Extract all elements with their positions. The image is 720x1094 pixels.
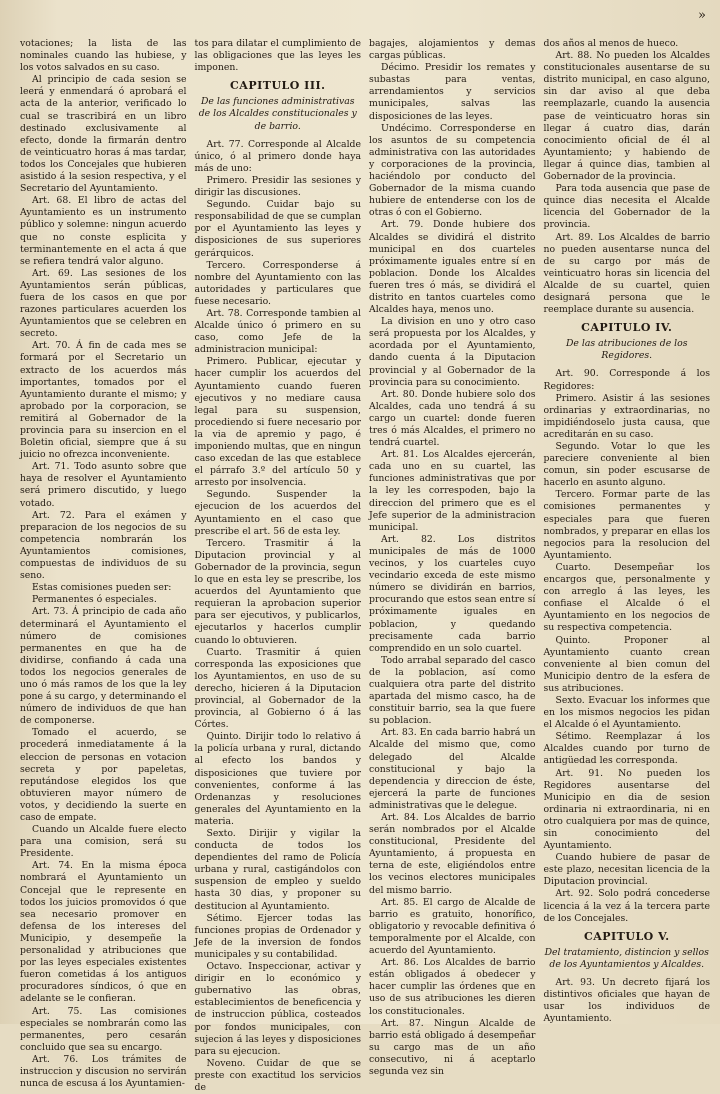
article-paragraph: Todo arrabal separado del casco de la poblacion, así como cualquiera otra parte del distrito apartada del mismo casco, ha de constituir barrio, sea la que fuere su poblacion.: [369, 654, 536, 727]
article-paragraph: votaciones; la lista de las nominales cuando las hubiese, y los votos salvados en su caso.: [20, 38, 187, 74]
article-paragraph: Al principio de cada sesion se leerá y enmendará ó aprobará el acta de la anterior, verificado lo cual se trascribirá en un libro destinado exclusivamente al efecto, donde la firmarán dentro de veinticuatro horas á mas tardar, todos los Concejales que hubieren asistido á la sesion respectiva, y el Secretario del Ayuntamiento.: [20, 74, 187, 195]
article-paragraph: Quinto. Dirijir todo lo relativo á la policía urbana y rural, dictando al efecto los bandos y disposiciones que tuviere por convenientes, conforme á las Ordenanzas y resoluciones generales del Ayuntamiento en la materia.: [194, 731, 361, 827]
article-paragraph: Art. 86. Los Alcaldes de barrio están obligados á obedecer y hacer cumplir las órdenes que en uso de sus atribuciones les dieren los constitucionales.: [369, 957, 536, 1017]
article-paragraph: Cuando hubiere de pasar de este plazo, necesitan licencia de la Diputacion provincial.: [543, 852, 710, 888]
article-paragraph: Segundo. Votar lo que les pareciere conveniente al bien comun, sin poder escusarse de hacerlo en asunto alguno.: [543, 441, 710, 489]
article-paragraph: Para toda ausencia que pase de quince dias necesita el Alcalde licencia del Gobernador de la provincia.: [543, 183, 710, 231]
article-paragraph: Tercero. Formar parte de las comisiones permanentes y especiales para que fueren nombrados, y preparar en ellas los negocios para la resolucion del Ayuntamiento.: [543, 489, 710, 561]
article-paragraph: tos para dilatar el cumplimiento de las obligaciones que las leyes les imponen.: [194, 38, 361, 74]
article-paragraph: Art. 76. Los trámites de instruccion y discusion no servirán nunca de escusa á los Ayuntamien-: [20, 1053, 187, 1090]
article-paragraph: Tomado el acuerdo, se procederá inmediatamente á la eleccion de personas en votacion secreta y por papeletas, reputándose elegidos los que obtuvieren mayor número de votos, y decidiendo la suerte en caso de empate.: [20, 727, 187, 823]
article-paragraph: La division en uno y otro caso será propuesta por los Alcaldes, y acordada por el Ayuntamiento, dando cuenta á la Diputacion provincial y al Gobernador de la provincia para su conocimiento.: [369, 316, 536, 388]
article-paragraph: Art. 74. En la misma época nombrará el Ayuntamiento un Concejal que le represente en todos los juicios promovidos ó que sea necesario promover en defensa de los intereses del Municipio, y desempeñe la personalidad y atribuciones que por las leyes especiales existentes fueron cometidas á los antiguos procuradores síndicos, ó que en adelante se le confieran.: [20, 860, 187, 1005]
article-paragraph: Art. 84. Los Alcaldes de barrio serán nombrados por el Alcalde constitucional, Presidente del Ayuntamiento, á propuesta en terna de este, eligiéndolos entre los vecinos electores municipales del mismo barrio.: [369, 812, 536, 896]
column-2: [194, 38, 362, 1093]
article-paragraph: Art. 81. Los Alcaldes ejercerán, cada uno en su cuartel, las funciones administrativas que por la ley les correspoden, bajo la direccion del primero que es el Jefe superior de la administracion municipal.: [369, 449, 536, 533]
article-paragraph: Cuando un Alcalde fuere electo para una comision, será su Presidente.: [20, 824, 187, 860]
article-paragraph: Tercero. Corresponderse á nombre del Ayuntamiento con las autoridades y particulares que fuese necesario.: [194, 259, 361, 307]
article-paragraph: Quinto. Proponer al Ayuntamiento cuanto crean conveniente al bien comun del Municipio dentro de la esfera de sus atribuciones.: [543, 634, 710, 694]
article-paragraph: Art. 89. Los Alcaldes de barrio no pueden ausentarse nunca del de su cargo por más de veinticuatro horas sin licencia del Alcalde de su cuartel, quien designará persona que le reemplace durante su ausencia.: [543, 231, 710, 316]
article-paragraph: Art. 83. En cada barrio habrá un Alcalde del mismo que, como delegado del Alcalde constitucional y bajo la dependencia y direccion de éste, ejercerá la parte de funciones administrativas que le delegue.: [369, 727, 536, 811]
article-paragraph: Art. 69. Las sesiones de los Ayuntamientos serán públicas, fuera de los casos en que por razones particulares acuerden los Ayuntamientos que se celebren en secreto.: [20, 267, 187, 340]
article-paragraph: Art. 90. Corresponde á los Regidores:: [543, 368, 710, 392]
article-paragraph: Segundo. Suspender la ejecucion de los acuerdos del Ayuntamiento en el caso que prescribe el art. 56 de esta ley.: [194, 489, 361, 537]
article-paragraph: Art. 78. Corresponde tambien al Alcalde único ó primero en su caso, como Jefe de la administracion municipal:: [194, 307, 361, 356]
column-3: [369, 38, 536, 1077]
chapter-heading: CAPITULO IV.: [581, 321, 673, 335]
article-paragraph: Art. 88. No pueden los Alcaldes constitucionales ausentarse de su distrito municipal, en caso alguno, sin dar aviso al que deba reemplazarle, cuando la ausencia pase de veinticuatro horas sin llegar á cuatro dias, darán conocimiento oficial de él al Ayuntamiento; y habiendo de llegar á quince dias, tambien al Gobernador de la provincia.: [543, 50, 710, 183]
chapter-heading: CAPITULO V.: [583, 929, 670, 943]
chapter-subtitle: Del tratamiento, distincion y sellos de los Ayuntamientos y Alcaldes.: [544, 946, 709, 970]
article-paragraph: Art. 71. Todo asunto sobre que haya de resolver el Ayuntamiento será primero discutido, y luego votado.: [20, 461, 187, 509]
article-paragraph: Art. 75. Las comisiones especiales se nombrarán como las permanentes, pero cesarán concluido que sea su encargo.: [20, 1005, 187, 1053]
article-paragraph: Sexto. Evacuar los informes que en los mismos negocios les pidan el Alcalde ó el Ayuntamiento.: [543, 694, 710, 731]
page-mark: »: [698, 8, 706, 23]
article-paragraph: Art. 77. Corresponde al Alcalde único, ó al primero donde haya más de uno:: [194, 138, 361, 174]
article-paragraph: Sétimo. Ejercer todas las funciones propias de Ordenador y Jefe de la inversion de fondos municipales y su contabilidad.: [194, 912, 361, 960]
article-paragraph: Cuarto. Trasmitir á quien corresponda las exposiciones que los Ayuntamientos, en uso de su derecho, hicieren á la Diputacion provincial, al Gobernador de la provincia, al Gobierno ó á las Córtes.: [194, 646, 361, 731]
article-paragraph: Art. 93. Un decreto fijará los distintivos oficiales que hayan de usar los individuos de Ayuntamiento.: [543, 977, 710, 1025]
article-paragraph: Octavo. Inspeccionar, activar y dirigir en lo económico y gubernativo las obras, establecimientos de beneficencia y de instruccion pública, costeados por fondos municipales, con sujecion á las leyes y disposiciones para su ejecucion.: [194, 961, 361, 1057]
article-paragraph: Tercero. Trasmitir á la Diputacion provincial y al Gobernador de la provincia, segun lo que en esta ley se prescribe, los acuerdos del Ayuntamiento que requieran la aprobacion superior para ser ejecutivos, y publicarlos, ejecutarlos y hacerlos cumplir cuando lo obtuvieren.: [194, 537, 361, 646]
article-paragraph: Art. 82. Los distritos municipales de más de 1000 vecinos, y los cuarteles cuyo vecindario exceda de este mismo número se dividirán en barrios, procurando que estos sean entre sí próximamente iguales en poblacion, y quedando precisamente cada barrio comprendido en un solo cuartel.: [369, 533, 536, 654]
chapter-subtitle: De las atribuciones de los Regidores.: [565, 338, 688, 362]
article-paragraph: Art. 70. Á fin de cada mes se formará por el Secretario un extracto de los acuerdos más importantes, tomados por el Ayuntamiento durante el mismo; y aprobado por la corporacion, se remitirá al Gobernador de la provincia para su insercion en el Boletin oficial, siempre que á su juicio no ofrezca inconveniente.: [20, 340, 187, 461]
article-paragraph: bagajes, alojamientos y demas cargas públicas.: [369, 38, 536, 62]
article-paragraph: dos años al menos de hueco.: [543, 38, 679, 49]
article-paragraph: Primero. Asistir á las sesiones ordinarias y extraordinarias, no impidiéndoselo justa causa, que acreditarán en su caso.: [543, 392, 710, 440]
chapter-subtitle: De las funciones administrativas de los Alcaldes constitucionales y de barrio.: [198, 96, 357, 132]
article-paragraph: Primero. Publicar, ejecutar y hacer cumplir los acuerdos del Ayuntamiento cuando fueren ejecutivos y no mediare causa legal para su suspension, procediendo si fuere necesario por la via de apremio y pago, é imponiendo multas, que en ningun caso excedan de las que establece el párrafo 3.º del artículo 50 y arresto por insolvencia.: [194, 356, 361, 489]
article-paragraph: Sexto. Dirijir y vigilar la conducta de todos los dependientes del ramo de Policía urbana y rural, castigándolos con suspension de empleo y sueldo hasta 30 dias, y proponer su destitucion al Ayuntamiento.: [194, 828, 361, 912]
article-paragraph: Sétimo. Reemplazar á los Alcaldes cuando por turno de antigüedad les corresponda.: [543, 731, 710, 767]
article-paragraph: Art. 73. Á principio de cada año determinará el Ayuntamiento el número de comisiones permanentes en que ha de dividirse, confiando á cada una todos los negocios generales de uno ó más ramos de los que la ley pone á su cargo, y determinando el número de individuos de que han de componerse.: [20, 606, 187, 727]
article-paragraph: Cuarto. Desempeñar los encargos que, personalmente y con arreglo á las leyes, les confiase el Alcalde ó el Ayuntamiento en los negocios de su respectiva competencia.: [543, 561, 710, 634]
article-paragraph: Art. 85. El cargo de Alcalde de barrio es gratuito, honorífico, obligatorio y revocable definitiva ó temporalmente por el Alcalde, con acuerdo del Ayuntamiento.: [369, 896, 536, 957]
article-paragraph: Art. 72. Para el exámen y preparacion de los negocios de su competencia nombrarán los Ayuntamientos comisiones, compuestas de individuos de su seno.: [20, 509, 187, 582]
column-1: [20, 38, 187, 1090]
article-paragraph: Art. 80. Donde hubiere solo dos Alcaldes, cada uno tendrá á su cargo un cuartel: donde fueren tres ó más Alcaldes, el primero no tendrá cuartel.: [369, 388, 536, 449]
article-paragraph: Art. 92. Solo podrá concederse licencia á la vez á la tercera parte de los Concejales.: [543, 888, 710, 924]
article-paragraph: Art. 91. No pueden los Regidores ausentarse del Municipio en dia de sesion ordinaria ni extraordinaria, ni en otro cualquiera por mas de quince, sin conocimiento del Ayuntamiento.: [543, 767, 710, 852]
article-paragraph: Art. 87. Ningun Alcalde de barrio está obligado á desempeñar su cargo mas de un año consecutivo, ni á aceptarlo segunda vez sin: [369, 1017, 536, 1077]
chapter-heading: CAPITULO III.: [230, 79, 326, 93]
article-paragraph: Permanentes ó especiales.: [32, 594, 157, 606]
article-paragraph: Segundo. Cuidar bajo su responsabilidad de que se cumplan por el Ayuntamiento las leyes y disposiciones de sus superiores gerárquicos.: [194, 199, 361, 259]
text-columns: [20, 38, 710, 1093]
article-paragraph: Art. 68. El libro de actas del Ayuntamiento es un instrumento público y solemne: ningun acuerdo que no conste esplicita y terminantemente en el acta á que se refiera tendrá valor alguno.: [20, 195, 187, 267]
article-paragraph: Décimo. Presidir los remates y subastas para ventas, arrendamientos y servicios municipales, salvas las disposiciones de las leyes.: [369, 62, 536, 122]
article-paragraph: Undécimo. Corresponderse en los asuntos de su competencia administrativa con las autoridades y corporaciones de la provincia, haciéndolo por conducto del Gobernador de la misma cuando hubiere de entenderse con los de otras ó con el Gobierno.: [369, 122, 536, 219]
column-4: [544, 38, 711, 1024]
article-paragraph: Art. 79. Donde hubiere dos Alcaldes se dividirá el distrito municipal en dos cuarteles próximamente iguales entre sí en poblacion. Donde los Alcaldes fueren tres ó más, se dividirá el distrito en tantos cuarteles como Alcaldes haya, menos uno.: [369, 219, 536, 316]
article-paragraph: Noveno. Cuidar de que se preste con exactitud los servicios de: [194, 1057, 361, 1093]
article-paragraph: Estas comisiones pueden ser:: [32, 582, 172, 594]
article-paragraph: Primero. Presidir las sesiones y dirigir las discusiones.: [194, 174, 361, 199]
